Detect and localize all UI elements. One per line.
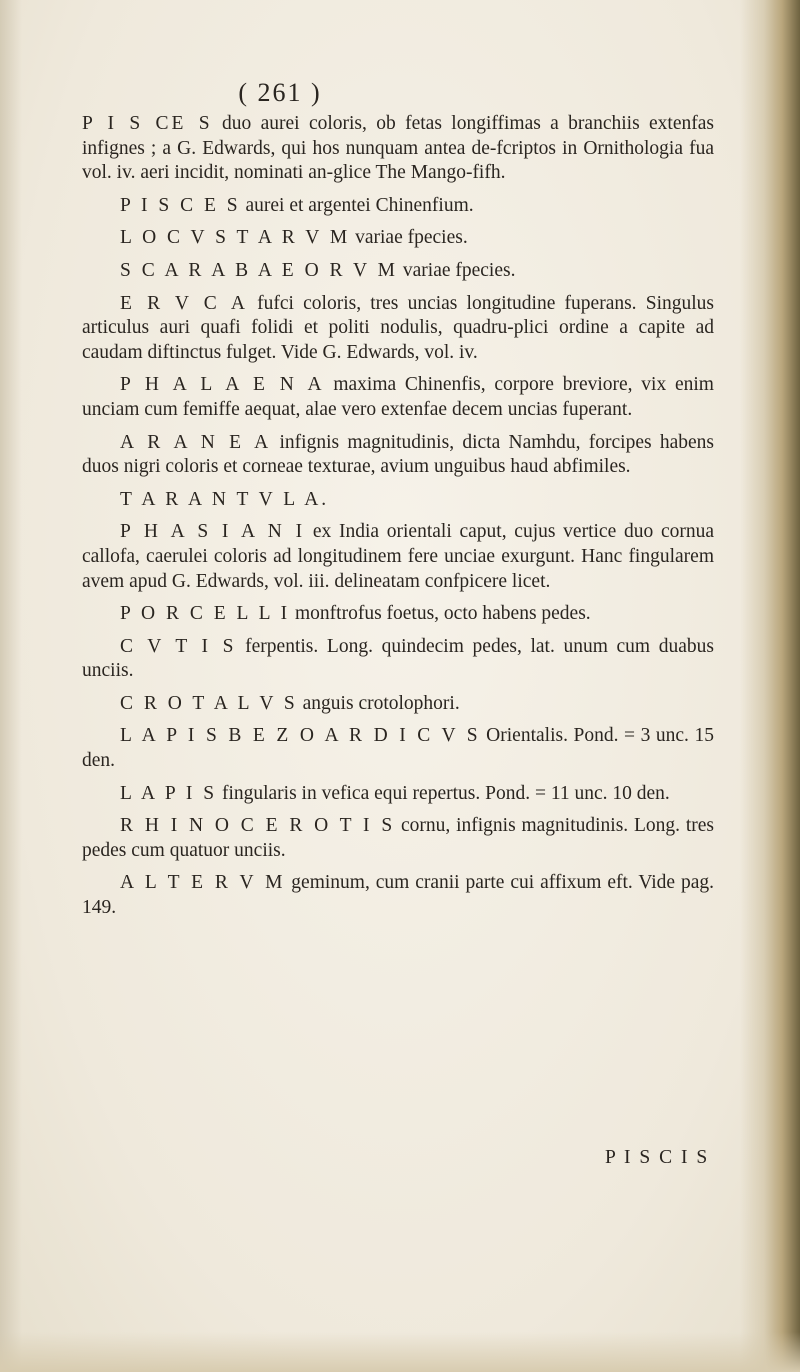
entry-head: A L T E R V M [120,872,286,894]
entry-text: cornu, infignis magnitudinis. Long. tres pedes cum quatuor unciis. [82,815,714,861]
entry-head: E R V C A [120,292,248,314]
entry-head: P O R C E L L I [120,603,291,625]
entry [82,871,714,920]
page-left-shadow [0,0,22,1372]
entry-head: P I S CE S [82,113,213,134]
entry-text: duo aurei coloris, ob fetas longiffimas a branchiis extenfas infignes ; a G. Edwards, qui hos nunquam antea de-fcriptos in Ornithologia fua vol. iv. aeri incidit, nominati an-glice The Mango-fifh. [82,113,714,184]
entry [82,373,714,422]
entry-text: fufci coloris, tres uncias longitudine fuperans. Singulus articulus auri quafi folidi et politi nodulis, quadru-plici ordine a capite ad caudam diftinctus fulget. Vide G. Edwards, vol. iv. [82,292,714,363]
entry-text: ex India orientali caput, cujus vertice duo cornua callofa, caerulei coloris ad longitudinem fere unciae exurgunt. Hanc fingularem avem apud G. Edwards, vol. iii. delineatam confpicere licet. [82,521,714,592]
entry-head: P H A S I A N I [120,521,306,543]
page-binding-edge [740,0,800,1372]
entry [82,520,714,594]
entry-text: infignis magnitudinis, dicta Namhdu, forcipes habens duos nigri coloris et corneae texturae, avium unguibus haud abfimiles. [82,431,714,478]
entry [82,194,714,219]
entry-text: monftrofus foetus, octo habens pedes. [290,603,591,625]
page-bottom-shadow [0,1332,800,1372]
entry-text: geminum, cum cranii parte cui affixum eft. Vide pag. 149. [82,872,714,919]
entry-head: L A P I S [120,782,218,804]
entry-head: C R O T A L V S [120,692,298,714]
entry-text: aurei et argentei Chinenfium. [240,194,474,216]
entry-text: Orientalis. Pond. = 3 unc. 15 den. [82,725,714,772]
entry-head: R H I N O C E R O T I S [120,815,396,837]
entry-head: L A P I S B E Z O A R D I C V S [120,725,481,747]
entry-text: anguis crotolophori. [297,692,460,714]
entry-text: variae fpecies. [350,227,468,249]
entry-head: P H A L A E N A [120,374,325,396]
entry-head: A R A N E A [120,431,272,453]
entry-text: ferpentis. Long. quindecim pedes, lat. unum cum duabus unciis. [82,635,714,682]
catalogue-text [82,112,714,929]
entry [82,226,714,251]
entry-head: C V T I S [120,635,237,657]
entry [82,602,714,627]
page-number: ( 261 ) [238,78,322,107]
entry [82,259,714,284]
entry [82,814,714,863]
entry [82,692,714,717]
entry [82,724,714,773]
entry-head: P I S C E S [120,194,241,216]
entry-head: S C A R A B A E O R V M [120,259,398,281]
entry [82,112,714,186]
entry [82,292,714,366]
entry-text: fingularis in vefica equi repertus. Pond. = 11 unc. 10 den. [217,782,670,804]
catchword: P I S C I S [605,1147,710,1168]
entry [82,431,714,480]
entry-head: T A R A N T V L A. [120,488,330,510]
entry [82,488,714,513]
entry-text: maxima Chinenfis, corpore breviore, vix enim unciam cum femiffe aequat, alae vero extenfae decem uncias fuperant. [82,374,714,420]
entry-text: variae fpecies. [398,259,516,281]
entry [82,782,714,807]
entry-head: L O C V S T A R V M [120,227,351,249]
entry [82,635,714,684]
